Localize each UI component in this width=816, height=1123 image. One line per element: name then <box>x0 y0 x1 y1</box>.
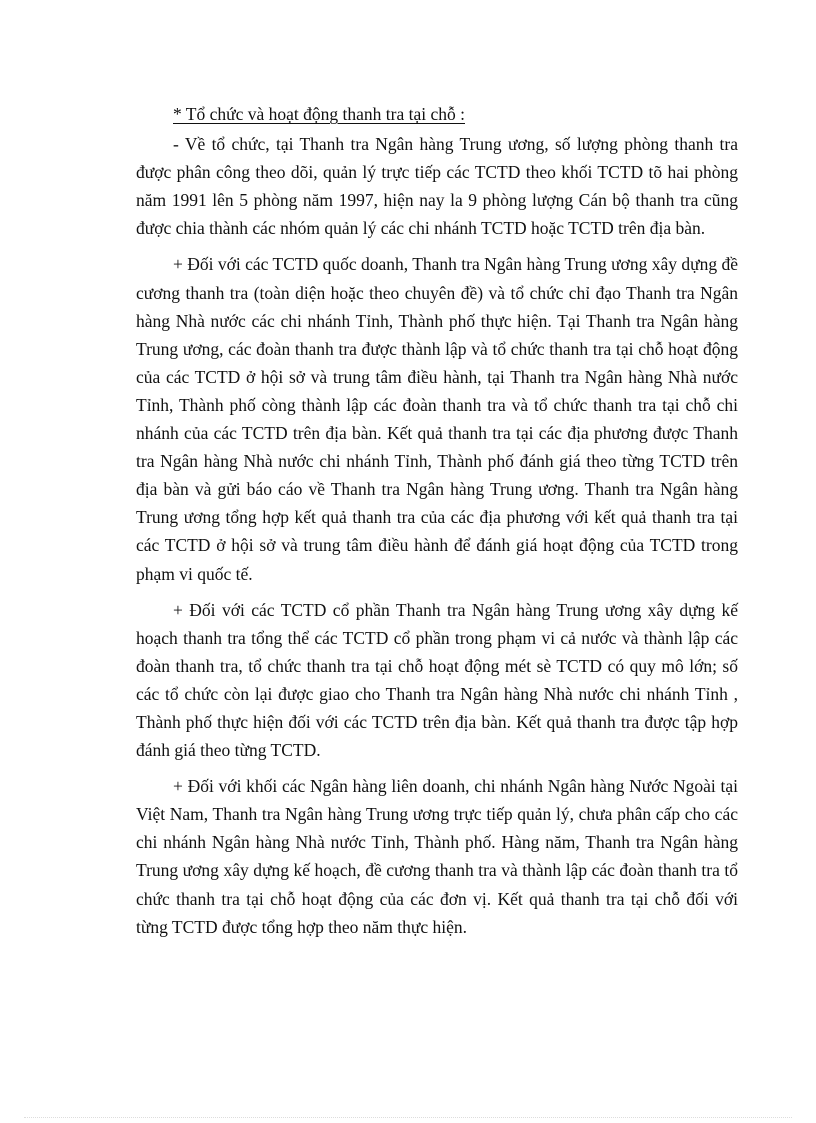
paragraph-foreign-banks: + Đối với khối các Ngân hàng liên doanh, chi nhánh Ngân hàng Nước Ngoài tại Việt Nam, Thanh tra Ngân hàng Trung ương trực tiếp quản lý, chưa phân cấp cho các chi nhánh Ngân hàng Nhà nước Tỉnh, Thành phố. Hàng năm, Thanh tra Ngân hàng Trung ương xây dựng kế hoạch, đề cương thanh tra và thành lập các đoàn thanh tra tổ chức thanh tra tại chỗ hoạt động của các đơn vị. Kết quả thanh tra tại chỗ đối với từng TCTD được tổng hợp theo năm thực hiện. <box>136 776 738 937</box>
paragraph-organization: - Về tổ chức, tại Thanh tra Ngân hàng Trung ương, số lượng phòng thanh tra được phân công theo dõi, quản lý trực tiếp các TCTD theo khối TCTD tõ hai phòng năm 1991 lên 5 phòng năm 1997, hiện nay la 9 phòng lượng Cán bộ thanh tra cũng được chia thành các nhóm quản lý các chi nhánh TCTD hoặc TCTD trên địa bàn. <box>136 134 738 239</box>
page-bottom-divider <box>24 1117 792 1118</box>
section-heading: * Tổ chức và hoạt động thanh tra tại chỗ : <box>173 104 465 124</box>
document-body <box>136 100 738 941</box>
paragraph-joint-stock-banks: + Đối với các TCTD cổ phần Thanh tra Ngân hàng Trung ương xây dựng kế hoạch thanh tra tổng thể các TCTD cổ phần trong phạm vi cả nước và thành lập các đoàn thanh tra, tổ chức thanh tra tại chỗ hoạt động mét sè TCTD có quy mô lớn; số các tổ chức còn lại được giao cho Thanh tra Ngân hàng Nhà nước chi nhánh Tỉnh , Thành phố thực hiện đối với các TCTD trên địa bàn. Kết quả thanh tra được tập hợp đánh giá theo từng TCTD. <box>136 599 738 761</box>
paragraph-state-owned-banks: + Đối với các TCTD quốc doanh, Thanh tra Ngân hàng Trung ương xây dựng đề cương thanh tra (toàn diện hoặc theo chuyên đề) và tổ chức chỉ đạo Thanh tra Ngân hàng Nhà nước các chi nhánh Tỉnh, Thành phố thực hiện. Tại Thanh tra Ngân hàng Trung ương, các đoàn thanh tra được thành lập và tổ chức thanh tra tại chỗ hoạt động của các TCTD ở hội sở và trung tâm điều hành, tại Thanh tra Ngân hàng Nhà nước Tỉnh, Thành phố còng thành lập các đoàn thanh tra và tổ chức thanh tra tại chỗ chi nhánh của các TCTD trên địa bàn. Kết quả thanh tra tại các địa phương được Thanh tra Ngân hàng Nhà nước chi nhánh Tỉnh, Thành phố đánh giá theo từng TCTD trên địa bàn và gửi báo cáo về Thanh tra Ngân hàng Trung ương. Thanh tra Ngân hàng Trung ương tổng hợp kết quả thanh tra của các địa phương với kết quả thanh tra tại các TCTD ở hội sở và trung tâm điều hành để đánh giá hoạt động của TCTD trong phạm vi quốc tế. <box>136 254 738 584</box>
